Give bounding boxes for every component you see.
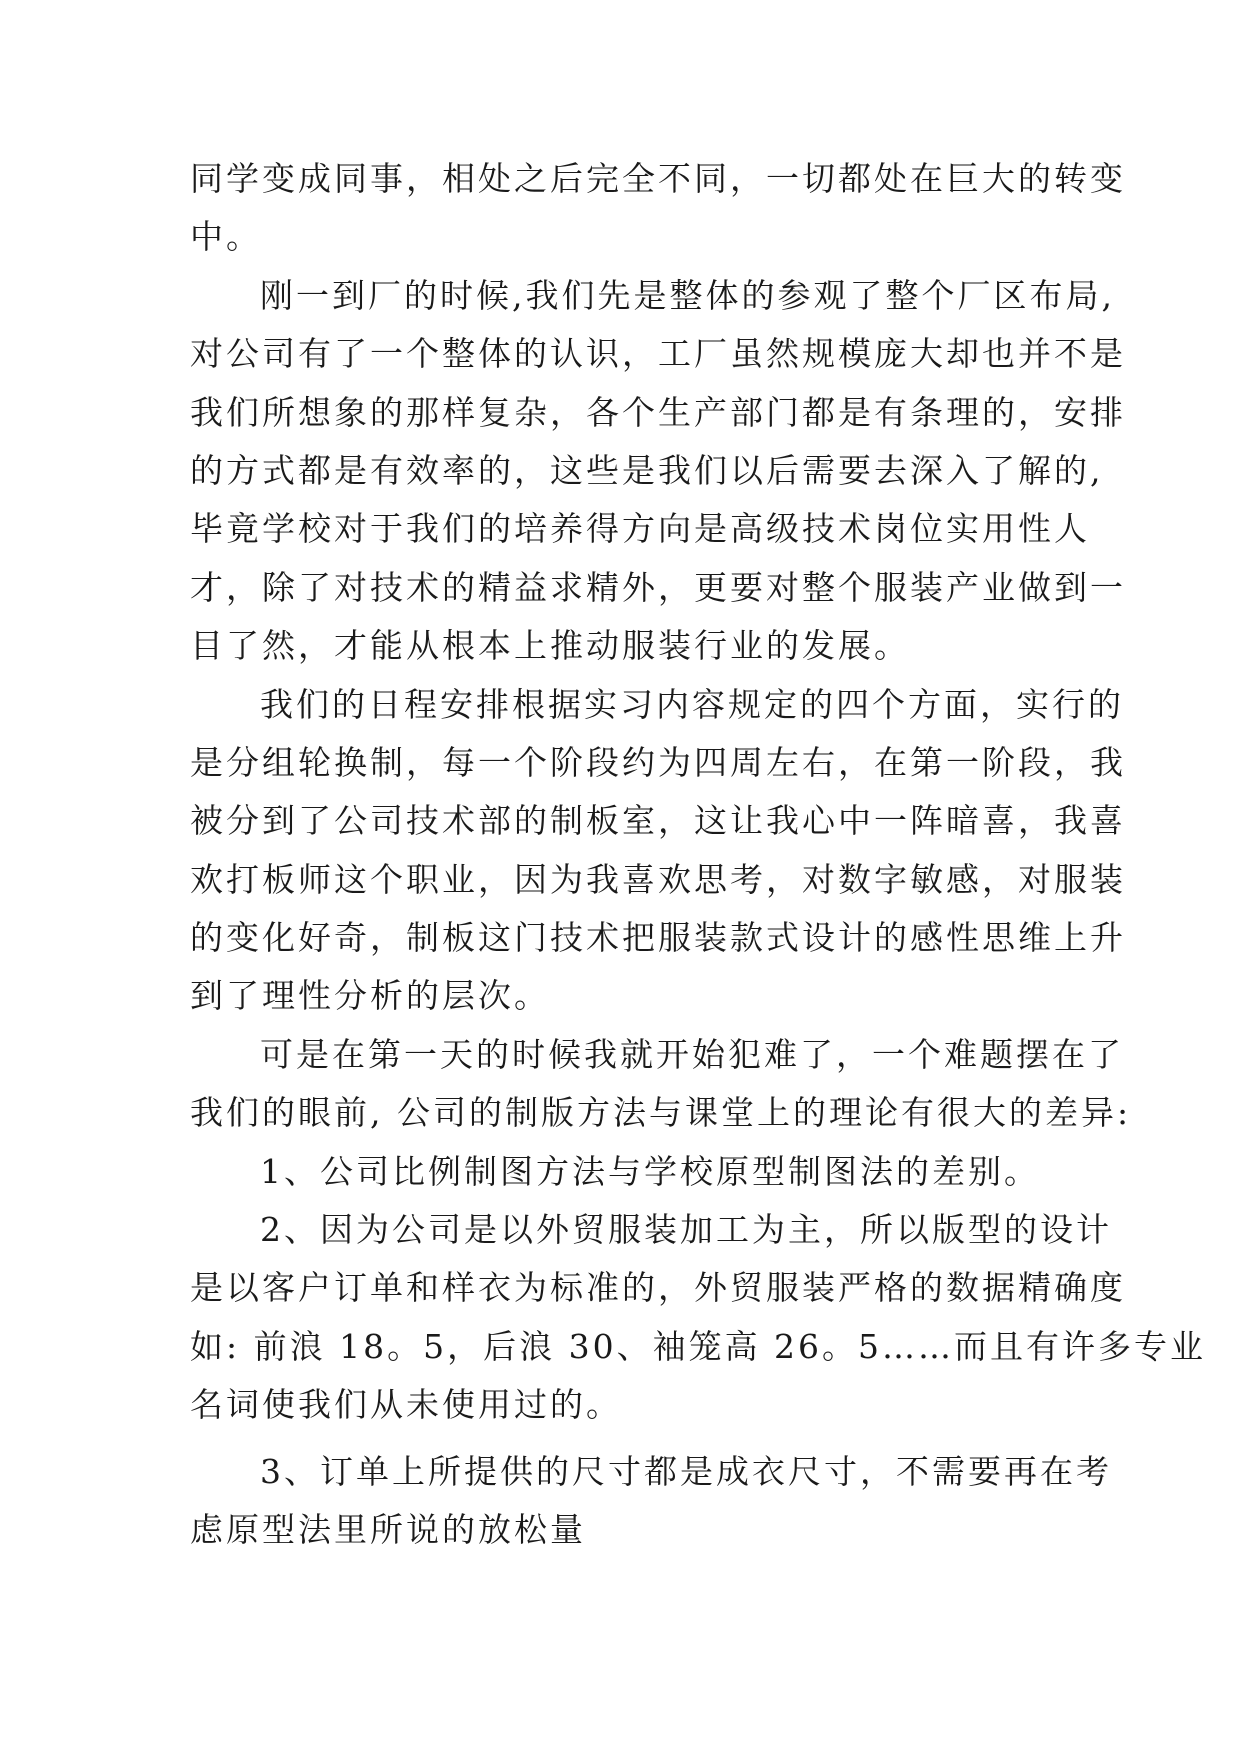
text-line: 我们的眼前, 公司的制版方法与课堂上的理论有很大的差异: <box>190 1093 1132 1133</box>
text-line: 是分组轮换制，每一个阶段约为四周左右，在第一阶段，我 <box>190 742 1126 782</box>
text-line: 我们所想象的那样复杂，各个生产部门都是有条理的，安排 <box>190 392 1126 432</box>
paragraph-start-line: 我们的日程安排根据实习内容规定的四个方面，实行的 <box>260 684 1124 724</box>
text-line: 是以客户订单和样衣为标准的，外贸服装严格的数据精确度 <box>190 1268 1126 1308</box>
text-line: 目了然，才能从根本上推动服装行业的发展。 <box>190 626 910 666</box>
text-line: 同学变成同事，相处之后完全不同，一切都处在巨大的转变 <box>190 159 1126 198</box>
paragraph-start-line: 刚一到厂的时候,我们先是整体的参观了整个厂区布局, <box>260 275 1115 315</box>
text-line: 虑原型法里所说的放松量 <box>190 1509 586 1549</box>
list-item-line: 1、公司比例制图方法与学校原型制图法的差别。 <box>260 1151 1040 1191</box>
text-line: 的变化好奇，制板这门技术把服装款式设计的感性思维上升 <box>190 918 1126 958</box>
text-line: 到了理性分析的层次。 <box>190 976 550 1016</box>
text-line: 欢打板师这个职业，因为我喜欢思考，对数字敏感，对服装 <box>190 859 1126 899</box>
body-text <box>190 150 1207 1559</box>
list-item-line: 3、订单上所提供的尺寸都是成衣尺寸，不需要再在考 <box>260 1451 1112 1491</box>
text-line: 被分到了公司技术部的制板室，这让我心中一阵暗喜，我喜 <box>190 801 1126 841</box>
text-line: 如: 前浪 18。5，后浪 30、袖笼高 26。5……而且有许多专业 <box>190 1326 1207 1366</box>
text-line: 毕竟学校对于我们的培养得方向是高级技术岗位实用性人 <box>190 509 1090 549</box>
list-item-line: 2、因为公司是以外贸服装加工为主，所以版型的设计 <box>260 1210 1112 1250</box>
text-line: 才，除了对技术的精益求精外，更要对整个服装产业做到一 <box>190 567 1126 607</box>
paragraph-start-line: 可是在第一天的时候我就开始犯难了，一个难题摆在了 <box>260 1034 1124 1074</box>
text-line: 中。 <box>190 217 262 257</box>
text-line: 的方式都是有效率的，这些是我们以后需要去深入了解的, <box>190 450 1104 490</box>
text-line: 对公司有了一个整体的认识，工厂虽然规模庞大却也并不是 <box>190 334 1126 374</box>
text-line: 名词使我们从未使用过的。 <box>190 1385 622 1425</box>
